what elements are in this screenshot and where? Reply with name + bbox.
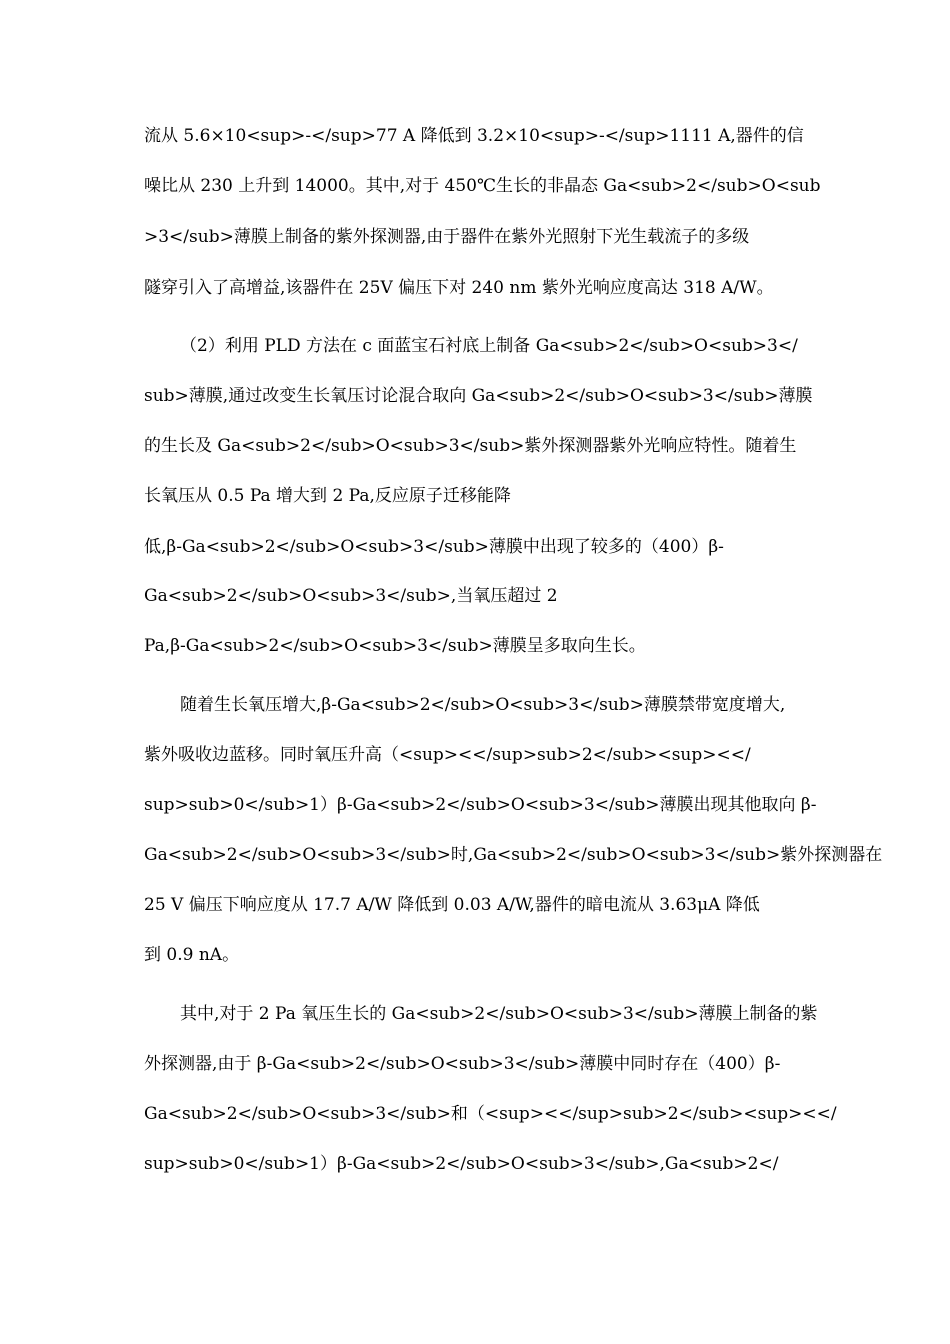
text-line: 隧穿引入了高增益,该器件在 25V 偏压下对 240 nm 紫外光响应度高达 318 A/W。 [144,278,774,298]
text-line: >3</sub>薄膜上制备的紫外探测器,由于器件在紫外光照射下光生载流子的多级 [144,227,750,247]
text-line: sup>sub>0</sub>1）β-Ga<sub>2</sub>O<sub>3</sub>,Ga<sub>2</ [144,1154,779,1174]
text-line: 低,β-Ga<sub>2</sub>O<sub>3</sub>薄膜中出现了较多的（400）β- [144,537,724,557]
text-line: 到 0.9 nA。 [144,945,240,965]
text-line: Pa,β-Ga<sub>2</sub>O<sub>3</sub>薄膜呈多取向生长。 [144,636,646,656]
text-line: Ga<sub>2</sub>O<sub>3</sub>时,Ga<sub>2</sub>O<sub>3</sub>紫外探测器在 [144,845,883,865]
text-line: 其中,对于 2 Pa 氧压生长的 Ga<sub>2</sub>O<sub>3</sub>薄膜上制备的紫 [180,1004,818,1024]
text-line: 紫外吸收边蓝移。同时氧压升高（<sup><</sup>sub>2</sub><sup><</ [144,745,751,765]
text-line: 长氧压从 0.5 Pa 增大到 2 Pa,反应原子迁移能降 [144,486,511,506]
text-line: （2）利用 PLD 方法在 c 面蓝宝石衬底上制备 Ga<sub>2</sub>O<sub>3</ [180,336,798,356]
text-line: 外探测器,由于 β-Ga<sub>2</sub>O<sub>3</sub>薄膜中同时存在（400）β- [144,1054,781,1074]
text-line: sub>薄膜,通过改变生长氧压讨论混合取向 Ga<sub>2</sub>O<sub>3</sub>薄膜 [144,386,813,406]
text-line: Ga<sub>2</sub>O<sub>3</sub>和（<sup><</sup>sub>2</sub><sup><</ [144,1104,837,1124]
text-line: 噪比从 230 上升到 14000。其中,对于 450℃生长的非晶态 Ga<sub>2</sub>O<sub [144,176,821,196]
text-line: 的生长及 Ga<sub>2</sub>O<sub>3</sub>紫外探测器紫外光响应特性。随着生 [144,436,797,456]
text-line: 25 V 偏压下响应度从 17.7 A/W 降低到 0.03 A/W,器件的暗电流从 3.63μA 降低 [144,895,760,915]
text-line: Ga<sub>2</sub>O<sub>3</sub>,当氧压超过 2 [144,586,558,606]
text-line: 流从 5.6×10<sup>-</sup>77 A 降低到 3.2×10<sup>-</sup>1111 A,器件的信 [144,126,804,146]
text-line: 随着生长氧压增大,β-Ga<sub>2</sub>O<sub>3</sub>薄膜禁带宽度增大, [180,695,786,715]
text-line: sup>sub>0</sub>1）β-Ga<sub>2</sub>O<sub>3</sub>薄膜出现其他取向 β- [144,795,817,815]
